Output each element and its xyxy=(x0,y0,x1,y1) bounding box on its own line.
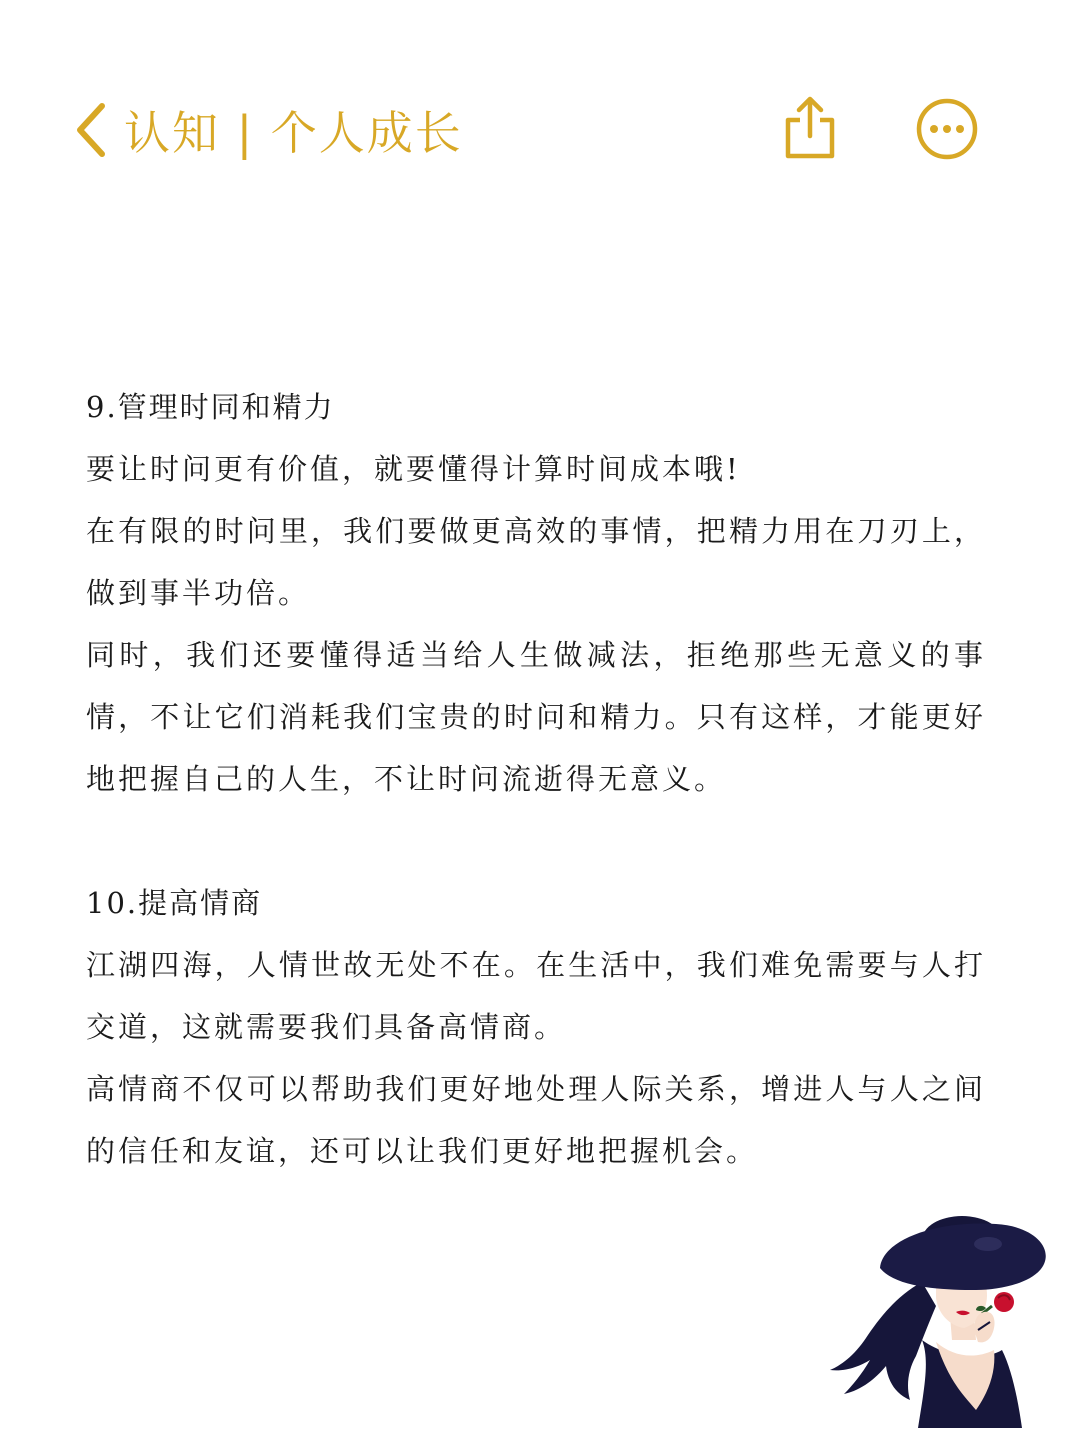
section-title: 9.管理时同和精力 xyxy=(86,390,335,424)
back-button[interactable] xyxy=(70,92,463,168)
paragraph: 高情商不仅可以帮助我们更好地处理人际关系，增进人与人之间的信任和友谊，还可以让我们更好地把握机会。 xyxy=(86,1072,986,1168)
paragraph: 要让时问更有价值，就要懂得计算时间成本哦! xyxy=(86,452,741,486)
note-body[interactable] xyxy=(86,376,986,1182)
paragraph: 江湖四海，人情世故无处不在。在生活中，我们难免需要与人打交道，这就需要我们具备高情商。 xyxy=(86,948,986,1044)
more-icon xyxy=(914,96,980,162)
chevron-left-icon xyxy=(70,100,110,160)
woman-with-hat-illustration xyxy=(826,1210,1052,1428)
paragraph: 在有限的时问里，我们要做更高效的事情，把精力用在刀刃上，做到事半功倍。 xyxy=(86,514,986,610)
share-button[interactable] xyxy=(780,94,840,160)
share-icon xyxy=(780,94,840,160)
folder-title: 认知 | 个人成长 xyxy=(124,106,463,160)
section-title: 10.提高情商 xyxy=(86,886,263,920)
paragraph: 同时，我们还要懂得适当给人生做减法，拒绝那些无意义的事情，不让它们消耗我们宝贵的时问和精力。只有这样，才能更好地把握自己的人生，不让时问流逝得无意义。 xyxy=(86,638,986,796)
blank-line xyxy=(86,810,986,872)
more-options-button[interactable] xyxy=(914,96,980,162)
navigation-bar xyxy=(0,92,1080,168)
